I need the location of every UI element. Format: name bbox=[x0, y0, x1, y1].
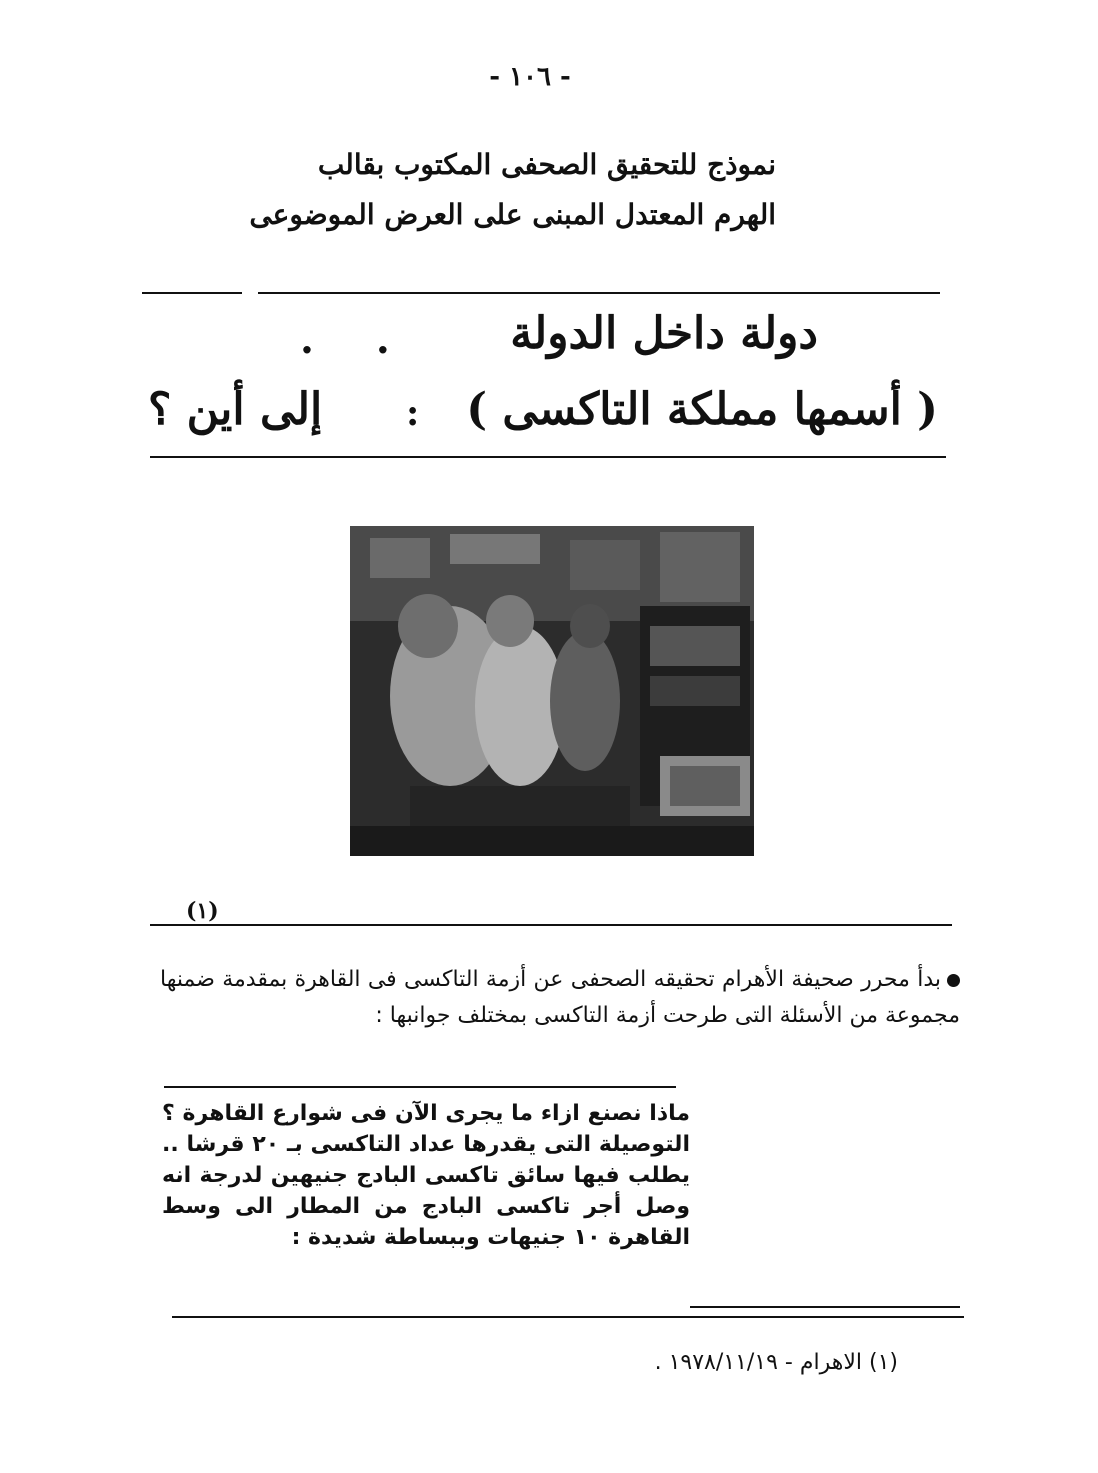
title-question: إلى أين ؟ bbox=[148, 384, 323, 435]
title-line-1: دولة داخل الدولة bbox=[510, 308, 818, 359]
footnote: (١) الاهرام - ١٩٧٨/١١/١٩ . bbox=[654, 1350, 898, 1375]
quote-top-rule bbox=[164, 1086, 676, 1088]
photo-caption-number: (١) bbox=[186, 898, 219, 924]
photo-caption-rule bbox=[150, 924, 952, 926]
footnote-rule bbox=[172, 1316, 964, 1318]
intro-paragraph bbox=[160, 962, 960, 1034]
title-line-2-main: ( أسمها مملكة التاكسى ) bbox=[466, 384, 938, 435]
title-colon: : bbox=[406, 392, 420, 434]
title-dots: . . bbox=[300, 316, 414, 363]
bullet-icon bbox=[947, 974, 960, 987]
intro-text: بدأ محرر صحيفة الأهرام تحقيقه الصحفى عن أزمة التاكسى فى القاهرة بمقدمة ضمنها مجموعة من الأسئلة التى طرحت أزمة التاكسى بمختلف جوانبها : bbox=[160, 967, 960, 1028]
heading-line-1: نموذج للتحقيق الصحفى المكتوب بقالب bbox=[317, 148, 776, 181]
top-rule-left bbox=[142, 292, 242, 294]
quote-bottom-rule bbox=[690, 1306, 960, 1308]
news-photo bbox=[350, 526, 754, 856]
title-bottom-rule bbox=[150, 456, 946, 458]
heading-line-2: الهرم المعتدل المبنى على العرض الموضوعى bbox=[249, 198, 776, 231]
quote-paragraph: ماذا نصنع ازاء ما يجرى الآن فى شوارع القاهرة ؟ التوصيلة التى يقدرها عداد التاكسى بـ ٢٠ قرشا .. يطلب فيها سائق تاكسى البادج جنيهين لدرجة انه وصل أجر تاكسى البادج من المطار الى وسط القاهرة ١٠ جنيهات وببساطة شديدة : bbox=[162, 1101, 690, 1250]
page-number: - ١٠٦ - bbox=[489, 62, 571, 92]
top-rule-right bbox=[258, 292, 940, 294]
